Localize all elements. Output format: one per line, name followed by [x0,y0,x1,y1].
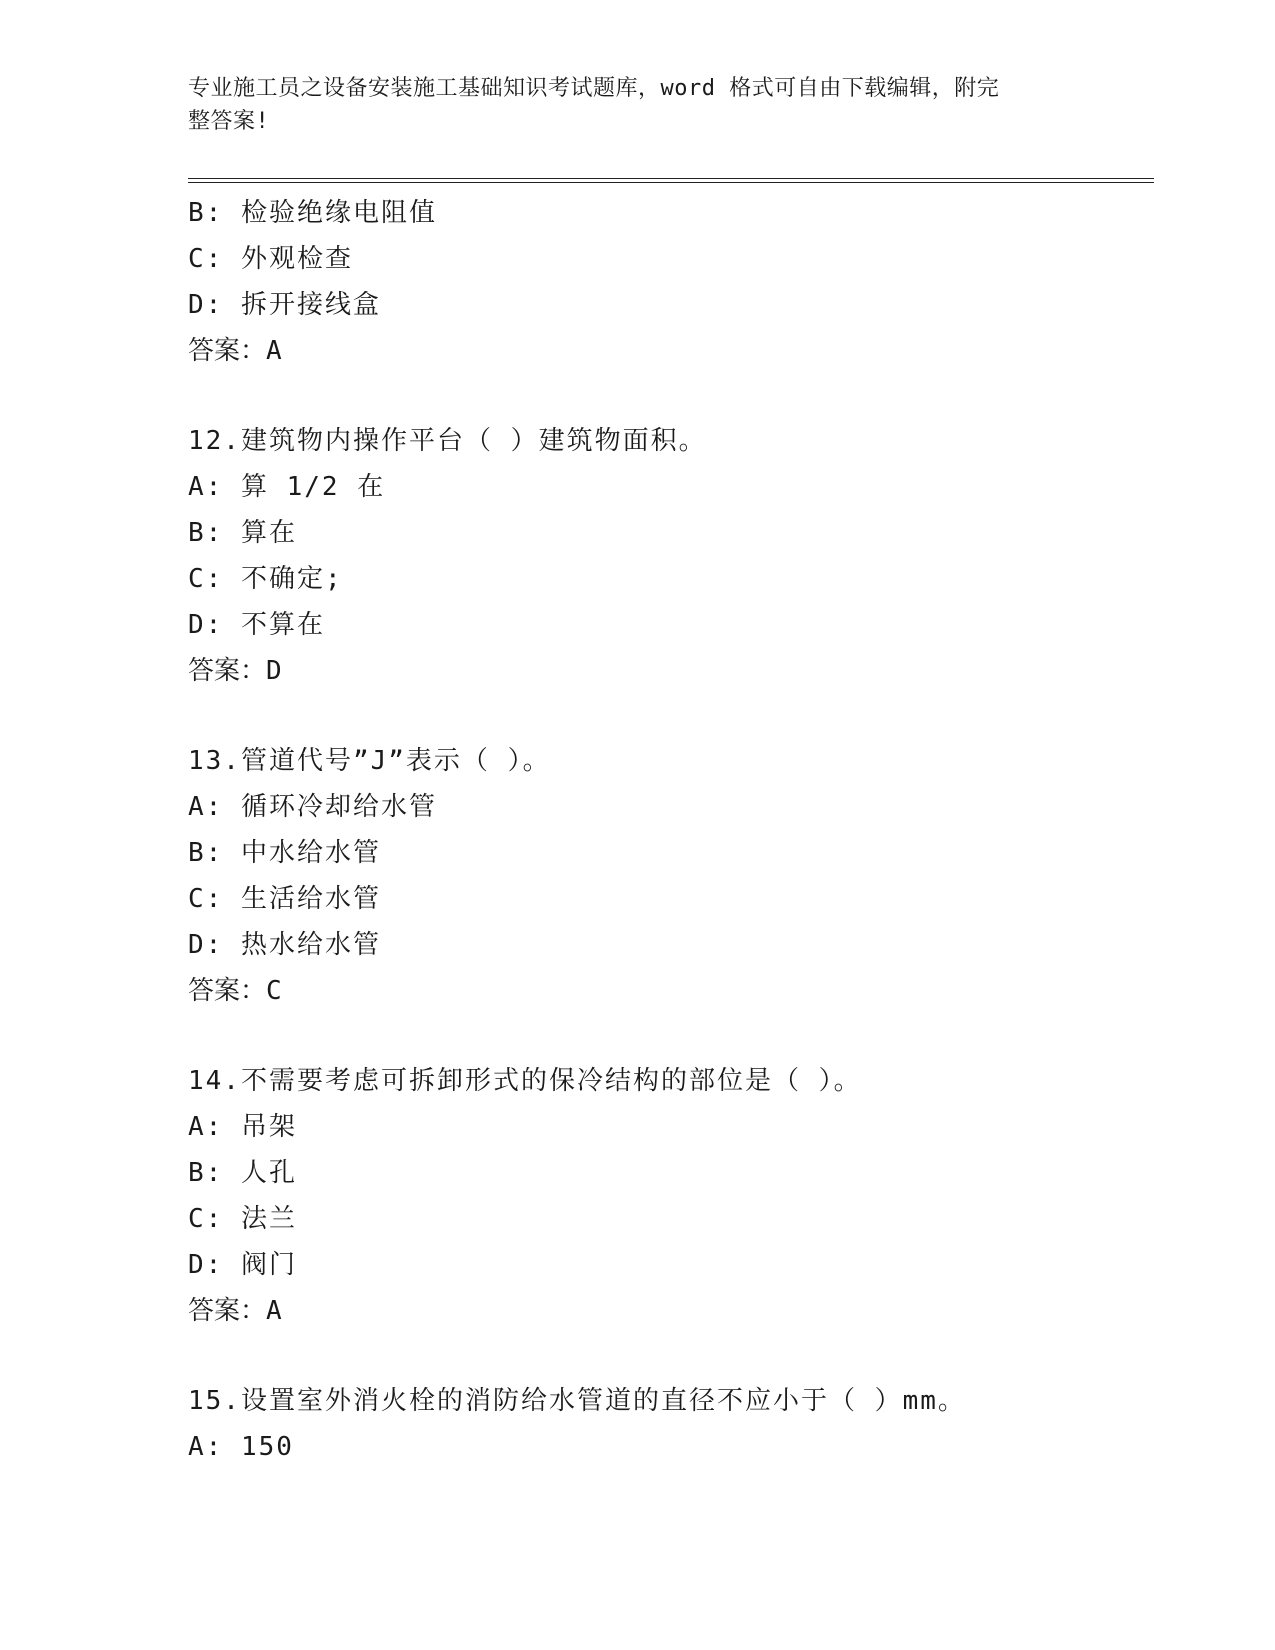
answer: 答案：D [188,656,282,686]
answer: 答案：A [188,336,282,366]
option-b: B: 人孔 [188,1158,297,1188]
header-divider-bottom [188,182,1154,183]
question-12 [188,418,1148,694]
option-d: D: 阀门 [188,1250,297,1280]
question-stem: 15.设置室外消火栓的消防给水管道的直径不应小于（ ）mm。 [188,1386,966,1416]
question-list [188,190,1148,1470]
question-14 [188,1058,1148,1334]
question-stem: 14.不需要考虑可拆卸形式的保冷结构的部位是（ ）。 [188,1066,862,1096]
option-c: C: 法兰 [188,1204,297,1234]
question-stem: 13.管道代号”J”表示（ ）。 [188,746,551,776]
header-line-2: 整答案! [188,109,270,134]
answer: 答案：A [188,1296,282,1326]
option-b: B: 算在 [188,518,297,548]
question-stem: 12.建筑物内操作平台（ ）建筑物面积。 [188,426,707,456]
question-15 [188,1378,1148,1470]
document-header [188,72,1088,138]
question-11 [188,190,1148,374]
option-c: C: 生活给水管 [188,884,381,914]
option-a: A: 算 1/2 在 [188,472,386,502]
option-b: B: 中水给水管 [188,838,381,868]
option-a: A: 吊架 [188,1112,297,1142]
answer: 答案：C [188,976,282,1006]
option-a: A: 循环冷却给水管 [188,792,437,822]
option-c: C: 外观检查 [188,244,353,274]
option-a: A: 150 [188,1432,294,1462]
option-d: D: 不算在 [188,610,325,640]
header-divider-top [188,178,1154,179]
header-line-1: 专业施工员之设备安装施工基础知识考试题库，word 格式可自由下载编辑，附完 [188,76,1000,101]
option-c: C: 不确定; [188,564,343,594]
option-d: D: 热水给水管 [188,930,381,960]
option-d: D: 拆开接线盒 [188,290,381,320]
question-13 [188,738,1148,1014]
option-b: B: 检验绝缘电阻值 [188,198,437,228]
